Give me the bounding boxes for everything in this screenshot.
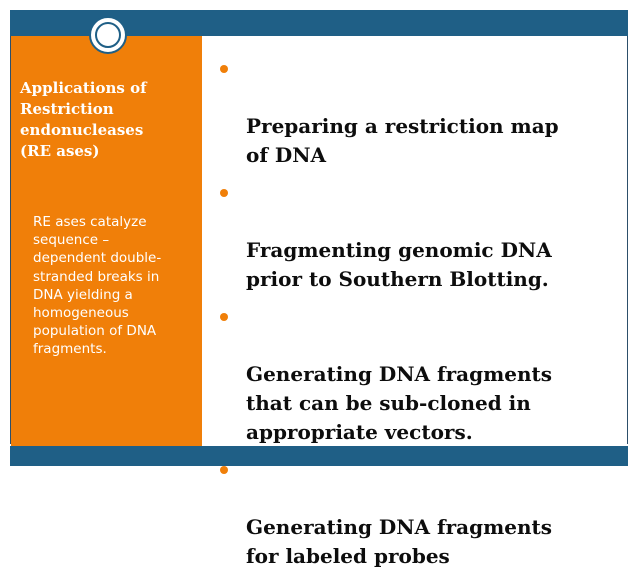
bullet-dot-icon [220,466,228,474]
bullet-item [220,54,620,170]
sidebar-description: RE ases catalyze sequence – dependent double- stranded breaks in DNA yielding a homogeneous population of DNA fragments. [33,214,162,358]
bullet-dot-icon [220,313,228,321]
bullet-item [220,302,620,447]
bullet-item [220,178,620,294]
bullet-item [220,455,620,571]
bullet-text: Generating DNA fragments for labeled probes [246,515,553,568]
bullet-text: Fragmenting genomic DNA prior to Southern Blotting. [246,238,552,291]
bullet-dot-icon [220,65,228,73]
circle-emblem-icon [89,16,127,54]
bullet-text: Preparing a restriction map of DNA [246,114,559,167]
bullet-list [220,54,620,579]
sidebar-title: Applications of Restriction endonucleases (RE ases) [20,79,147,160]
bullet-dot-icon [220,189,228,197]
bullet-text: Generating DNA fragments that can be sub-cloned in appropriate vectors. [246,362,553,444]
bottom-banner-bar [10,446,628,466]
